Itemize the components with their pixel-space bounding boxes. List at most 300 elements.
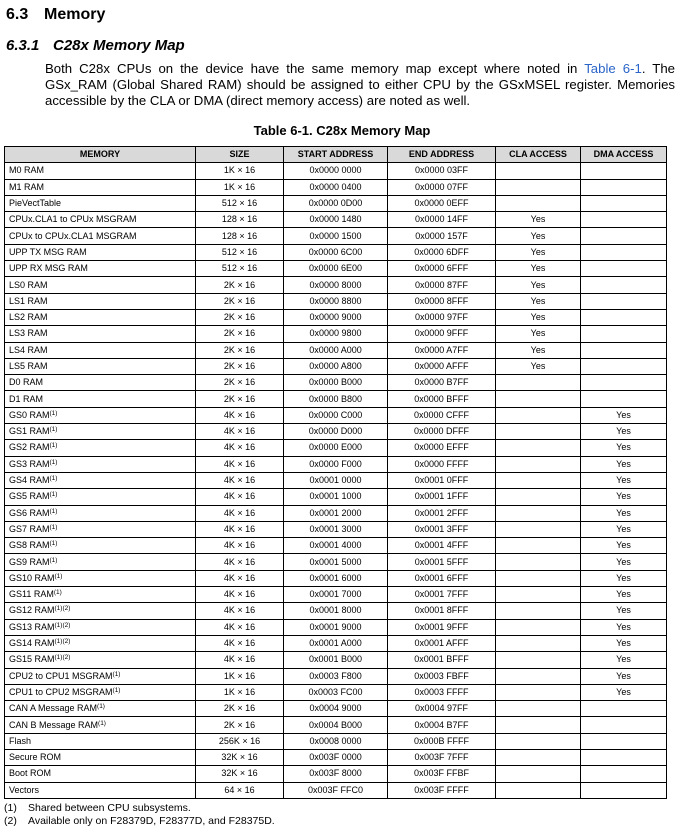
- cell-start-address: 0x0000 A000: [284, 342, 388, 358]
- cell-start-address: 0x003F 8000: [284, 766, 388, 782]
- cell-start-address: 0x0003 F800: [284, 668, 388, 684]
- cell-end-address: 0x0000 A7FF: [388, 342, 496, 358]
- memory-name: GS15 RAM: [9, 654, 55, 665]
- cell-memory: [5, 163, 196, 179]
- table-reference-link[interactable]: Table 6-1: [584, 61, 642, 76]
- memory-name: GS14 RAM: [9, 638, 55, 649]
- memory-name: GS3 RAM: [9, 458, 50, 469]
- footnote-text: Available only on F28379D, F28377D, and F28375D.: [28, 815, 275, 827]
- cell-dma-access: [581, 358, 667, 374]
- cell-dma-access: Yes: [581, 489, 667, 505]
- cell-start-address: 0x0001 8000: [284, 603, 388, 619]
- cell-end-address: 0x0000 157F: [388, 228, 496, 244]
- cell-cla-access: [496, 554, 581, 570]
- cell-dma-access: [581, 342, 667, 358]
- cell-size: 32K × 16: [196, 766, 284, 782]
- memory-name: GS8 RAM: [9, 540, 50, 551]
- cell-cla-access: Yes: [496, 309, 581, 325]
- memory-name: GS6 RAM: [9, 507, 50, 518]
- cell-size: 4K × 16: [196, 570, 284, 586]
- cell-cla-access: [496, 424, 581, 440]
- memory-name: CAN A Message RAM: [9, 703, 98, 714]
- cell-end-address: 0x0000 8FFF: [388, 293, 496, 309]
- cell-dma-access: [581, 277, 667, 293]
- cell-size: 128 × 16: [196, 228, 284, 244]
- cell-size: 4K × 16: [196, 603, 284, 619]
- cell-start-address: 0x0000 B000: [284, 375, 388, 391]
- table-row: [5, 212, 667, 228]
- cell-size: 4K × 16: [196, 619, 284, 635]
- memory-name: LS0 RAM: [9, 279, 48, 290]
- table-row: [5, 521, 667, 537]
- cell-dma-access: Yes: [581, 635, 667, 651]
- cell-memory: [5, 489, 196, 505]
- header-end-address: END ADDRESS: [388, 147, 496, 163]
- cell-dma-access: [581, 309, 667, 325]
- cell-dma-access: Yes: [581, 668, 667, 684]
- table-row: [5, 228, 667, 244]
- cell-end-address: 0x0001 0FFF: [388, 472, 496, 488]
- cell-dma-access: Yes: [581, 407, 667, 423]
- footnote-reference: (1): [49, 523, 58, 531]
- cell-memory: [5, 603, 196, 619]
- header-cla-access: CLA ACCESS: [496, 147, 581, 163]
- cell-dma-access: [581, 293, 667, 309]
- table-row: [5, 244, 667, 260]
- memory-name: CAN B Message RAM: [9, 719, 99, 730]
- subsection-number: 6.3.1: [6, 37, 40, 54]
- footnote-reference: (1): [49, 491, 58, 499]
- cell-size: 1K × 16: [196, 668, 284, 684]
- cell-dma-access: Yes: [581, 424, 667, 440]
- cell-end-address: 0x003F FFBF: [388, 766, 496, 782]
- memory-name: D0 RAM: [9, 377, 44, 388]
- table-row: [5, 277, 667, 293]
- cell-size: 512 × 16: [196, 244, 284, 260]
- table-row: [5, 440, 667, 456]
- cell-start-address: 0x0000 F000: [284, 456, 388, 472]
- footnote-reference: (1): [97, 703, 105, 711]
- cell-dma-access: Yes: [581, 472, 667, 488]
- cell-end-address: 0x003F 7FFF: [388, 749, 496, 765]
- cell-size: 4K × 16: [196, 521, 284, 537]
- table-row: [5, 407, 667, 423]
- cell-cla-access: Yes: [496, 358, 581, 374]
- table-row: [5, 766, 667, 782]
- cell-memory: [5, 554, 196, 570]
- table-row: [5, 652, 667, 668]
- cell-start-address: 0x0000 A800: [284, 358, 388, 374]
- cell-end-address: 0x0000 FFFF: [388, 456, 496, 472]
- cell-cla-access: [496, 684, 581, 700]
- cell-memory: [5, 407, 196, 423]
- cell-cla-access: Yes: [496, 293, 581, 309]
- cell-cla-access: [496, 619, 581, 635]
- cell-cla-access: [496, 782, 581, 798]
- cell-memory: [5, 505, 196, 521]
- cell-memory: [5, 684, 196, 700]
- table-caption: Table 6-1. C28x Memory Map: [253, 123, 431, 138]
- footnotes: [4, 802, 275, 828]
- cell-cla-access: [496, 717, 581, 733]
- cell-start-address: 0x0000 D000: [284, 424, 388, 440]
- cell-start-address: 0x0000 0D00: [284, 195, 388, 211]
- cell-size: 1K × 16: [196, 163, 284, 179]
- cell-dma-access: [581, 195, 667, 211]
- cell-cla-access: [496, 652, 581, 668]
- paragraph-text-before: Both C28x CPUs on the device have the same memory map except where noted in: [45, 61, 585, 76]
- table-header-row: [5, 147, 667, 163]
- cell-size: 2K × 16: [196, 701, 284, 717]
- cell-memory: [5, 228, 196, 244]
- cell-size: 4K × 16: [196, 407, 284, 423]
- cell-memory: [5, 717, 196, 733]
- cell-size: 2K × 16: [196, 277, 284, 293]
- table-row: [5, 554, 667, 570]
- cell-start-address: 0x0001 5000: [284, 554, 388, 570]
- memory-name: GS2 RAM: [9, 442, 50, 453]
- cell-dma-access: [581, 701, 667, 717]
- memory-name: GS5 RAM: [9, 491, 50, 502]
- cell-cla-access: Yes: [496, 212, 581, 228]
- table-row: [5, 456, 667, 472]
- cell-start-address: 0x0001 6000: [284, 570, 388, 586]
- memory-name: Flash: [9, 735, 32, 746]
- table-row: [5, 424, 667, 440]
- table-row: [5, 782, 667, 798]
- footnote-reference: (1)(2): [54, 621, 71, 629]
- table-row: [5, 717, 667, 733]
- cell-size: 32K × 16: [196, 749, 284, 765]
- memory-name: D1 RAM: [9, 393, 44, 404]
- cell-start-address: 0x0000 6E00: [284, 261, 388, 277]
- cell-end-address: 0x0000 14FF: [388, 212, 496, 228]
- memory-name: GS7 RAM: [9, 523, 50, 534]
- cell-end-address: 0x0001 3FFF: [388, 521, 496, 537]
- cell-end-address: 0x0000 87FF: [388, 277, 496, 293]
- footnote-reference: (1): [49, 556, 58, 564]
- cell-start-address: 0x003F 0000: [284, 749, 388, 765]
- cell-memory: [5, 570, 196, 586]
- memory-name: Secure ROM: [9, 752, 62, 763]
- cell-end-address: 0x0000 AFFF: [388, 358, 496, 374]
- table-row: [5, 733, 667, 749]
- table-row: [5, 261, 667, 277]
- memory-name: PieVectTable: [9, 198, 62, 209]
- cell-size: 256K × 16: [196, 733, 284, 749]
- cell-dma-access: [581, 733, 667, 749]
- cell-memory: [5, 212, 196, 228]
- cell-start-address: 0x0000 B800: [284, 391, 388, 407]
- table-row: [5, 619, 667, 635]
- table-row: [5, 309, 667, 325]
- cell-start-address: 0x0001 0000: [284, 472, 388, 488]
- cell-cla-access: [496, 440, 581, 456]
- cell-dma-access: [581, 749, 667, 765]
- cell-start-address: 0x0000 1480: [284, 212, 388, 228]
- table-row: [5, 749, 667, 765]
- cell-size: 128 × 16: [196, 212, 284, 228]
- cell-memory: [5, 326, 196, 342]
- footnote-mark: (2): [4, 815, 17, 827]
- cell-size: 2K × 16: [196, 326, 284, 342]
- cell-dma-access: [581, 766, 667, 782]
- memory-name: CPUx.CLA1 to CPUx MSGRAM: [9, 214, 137, 225]
- footnote-reference: (1): [49, 540, 58, 548]
- cell-end-address: 0x0001 9FFF: [388, 619, 496, 635]
- cell-dma-access: [581, 326, 667, 342]
- cell-dma-access: [581, 782, 667, 798]
- cell-size: 512 × 16: [196, 195, 284, 211]
- cell-cla-access: [496, 179, 581, 195]
- cell-memory: [5, 668, 196, 684]
- footnote-reference: (1)(2): [54, 605, 71, 613]
- cell-end-address: 0x0000 6DFF: [388, 244, 496, 260]
- cell-start-address: 0x0000 1500: [284, 228, 388, 244]
- memory-name: CPUx to CPUx.CLA1 MSGRAM: [9, 230, 137, 241]
- memory-name: LS3 RAM: [9, 328, 48, 339]
- cell-end-address: 0x0001 BFFF: [388, 652, 496, 668]
- cell-memory: [5, 195, 196, 211]
- table-row: [5, 293, 667, 309]
- cell-start-address: 0x0000 6C00: [284, 244, 388, 260]
- cell-start-address: 0x0000 0000: [284, 163, 388, 179]
- cell-size: 4K × 16: [196, 424, 284, 440]
- cell-memory: [5, 749, 196, 765]
- cell-dma-access: [581, 228, 667, 244]
- cell-start-address: 0x0004 B000: [284, 717, 388, 733]
- cell-size: 4K × 16: [196, 472, 284, 488]
- memory-name: Vectors: [9, 784, 40, 795]
- cell-memory: [5, 391, 196, 407]
- cell-memory: [5, 293, 196, 309]
- cell-cla-access: Yes: [496, 277, 581, 293]
- cell-cla-access: [496, 391, 581, 407]
- cell-cla-access: [496, 668, 581, 684]
- footnote-reference: (1): [49, 409, 58, 417]
- footnote-reference: (1): [112, 670, 121, 678]
- cell-memory: [5, 782, 196, 798]
- footnote-text: Shared between CPU subsystems.: [28, 802, 191, 814]
- cell-memory: [5, 635, 196, 651]
- cell-memory: [5, 244, 196, 260]
- cell-size: 4K × 16: [196, 440, 284, 456]
- cell-size: 1K × 16: [196, 684, 284, 700]
- cell-end-address: 0x0000 BFFF: [388, 391, 496, 407]
- cell-end-address: 0x0004 B7FF: [388, 717, 496, 733]
- cell-end-address: 0x0000 6FFF: [388, 261, 496, 277]
- cell-start-address: 0x0001 B000: [284, 652, 388, 668]
- cell-size: 4K × 16: [196, 587, 284, 603]
- cell-end-address: 0x0001 AFFF: [388, 635, 496, 651]
- memory-name: Boot ROM: [9, 768, 52, 779]
- table-row: [5, 472, 667, 488]
- cell-cla-access: [496, 635, 581, 651]
- cell-end-address: 0x0000 CFFF: [388, 407, 496, 423]
- cell-dma-access: [581, 212, 667, 228]
- cell-memory: [5, 456, 196, 472]
- cell-dma-access: Yes: [581, 554, 667, 570]
- table-row: [5, 375, 667, 391]
- memory-name: LS2 RAM: [9, 312, 48, 323]
- cell-memory: [5, 179, 196, 195]
- cell-end-address: 0x0001 8FFF: [388, 603, 496, 619]
- cell-size: 2K × 16: [196, 717, 284, 733]
- cell-dma-access: Yes: [581, 619, 667, 635]
- footnote-reference: (1): [112, 686, 121, 694]
- cell-memory: [5, 472, 196, 488]
- cell-memory: [5, 587, 196, 603]
- cell-dma-access: Yes: [581, 521, 667, 537]
- cell-cla-access: [496, 195, 581, 211]
- cell-cla-access: [496, 603, 581, 619]
- memory-name: M0 RAM: [9, 165, 45, 176]
- cell-end-address: 0x0001 6FFF: [388, 570, 496, 586]
- section-number: 6.3: [6, 6, 29, 23]
- table-row: [5, 358, 667, 374]
- cell-dma-access: Yes: [581, 505, 667, 521]
- footnote-reference: (1): [54, 572, 63, 580]
- cell-cla-access: [496, 587, 581, 603]
- cell-cla-access: [496, 163, 581, 179]
- cell-cla-access: [496, 701, 581, 717]
- table-row: [5, 391, 667, 407]
- cell-size: 4K × 16: [196, 635, 284, 651]
- cell-dma-access: [581, 244, 667, 260]
- cell-memory: [5, 652, 196, 668]
- table-row: [5, 538, 667, 554]
- table-row: [5, 587, 667, 603]
- memory-name: M1 RAM: [9, 181, 45, 192]
- table-row: [5, 179, 667, 195]
- footnote: [4, 815, 275, 828]
- cell-size: 4K × 16: [196, 554, 284, 570]
- memory-name: CPU2 to CPU1 MSGRAM: [9, 670, 113, 681]
- cell-size: 2K × 16: [196, 293, 284, 309]
- footnote: [4, 802, 275, 815]
- table-row: [5, 505, 667, 521]
- memory-name: CPU1 to CPU2 MSGRAM: [9, 686, 113, 697]
- cell-memory: [5, 261, 196, 277]
- cell-size: 4K × 16: [196, 489, 284, 505]
- table-row: [5, 163, 667, 179]
- cell-start-address: 0x0001 A000: [284, 635, 388, 651]
- cell-size: 4K × 16: [196, 456, 284, 472]
- cell-cla-access: Yes: [496, 342, 581, 358]
- footnote-reference: (1): [53, 589, 62, 597]
- cell-memory: [5, 538, 196, 554]
- cell-cla-access: [496, 489, 581, 505]
- cell-end-address: 0x0001 2FFF: [388, 505, 496, 521]
- table-row: [5, 701, 667, 717]
- cell-memory: [5, 733, 196, 749]
- cell-dma-access: [581, 163, 667, 179]
- cell-cla-access: [496, 505, 581, 521]
- memory-name: GS1 RAM: [9, 426, 50, 437]
- cell-size: 2K × 16: [196, 309, 284, 325]
- cell-cla-access: [496, 766, 581, 782]
- table-row: [5, 342, 667, 358]
- cell-end-address: 0x0004 97FF: [388, 701, 496, 717]
- cell-dma-access: [581, 179, 667, 195]
- section-title: Memory: [44, 6, 106, 23]
- memory-map-table: [4, 146, 667, 799]
- cell-start-address: 0x0000 E000: [284, 440, 388, 456]
- cell-dma-access: Yes: [581, 440, 667, 456]
- cell-start-address: 0x0001 4000: [284, 538, 388, 554]
- cell-start-address: 0x0001 9000: [284, 619, 388, 635]
- cell-end-address: 0x0000 97FF: [388, 309, 496, 325]
- cell-end-address: 0x000B FFFF: [388, 733, 496, 749]
- memory-name: UPP RX MSG RAM: [9, 263, 88, 274]
- cell-cla-access: [496, 749, 581, 765]
- footnote-reference: (1): [49, 442, 58, 450]
- table-body: [5, 163, 667, 799]
- cell-memory: [5, 424, 196, 440]
- cell-memory: [5, 521, 196, 537]
- footnote-reference: (1): [49, 475, 58, 483]
- memory-name: GS12 RAM: [9, 605, 55, 616]
- cell-cla-access: [496, 375, 581, 391]
- section-heading: [6, 6, 105, 24]
- cell-cla-access: [496, 570, 581, 586]
- cell-dma-access: [581, 375, 667, 391]
- cell-dma-access: Yes: [581, 652, 667, 668]
- paragraph-text-after: . The GSx_RAM (Global Shared RAM) should be assigned to either CPU by the GSxMSEL register. Memories accessible by the CLA or DMA (direct memory access) are noted as well.: [45, 61, 675, 108]
- cell-size: 4K × 16: [196, 505, 284, 521]
- cell-start-address: 0x0001 3000: [284, 521, 388, 537]
- cell-end-address: 0x0000 EFFF: [388, 440, 496, 456]
- cell-cla-access: [496, 472, 581, 488]
- cell-dma-access: Yes: [581, 570, 667, 586]
- table-row: [5, 489, 667, 505]
- cell-cla-access: Yes: [496, 228, 581, 244]
- cell-size: 4K × 16: [196, 538, 284, 554]
- cell-dma-access: Yes: [581, 587, 667, 603]
- header-size: SIZE: [196, 147, 284, 163]
- table-row: [5, 195, 667, 211]
- table-row: [5, 326, 667, 342]
- cell-memory: [5, 701, 196, 717]
- cell-cla-access: [496, 521, 581, 537]
- cell-start-address: 0x0003 FC00: [284, 684, 388, 700]
- cell-end-address: 0x003F FFFF: [388, 782, 496, 798]
- cell-start-address: 0x0000 C000: [284, 407, 388, 423]
- cell-start-address: 0x0000 0400: [284, 179, 388, 195]
- cell-end-address: 0x0000 B7FF: [388, 375, 496, 391]
- table-row: [5, 668, 667, 684]
- footnote-reference: (1): [49, 507, 58, 515]
- cell-size: 4K × 16: [196, 652, 284, 668]
- cell-size: 64 × 16: [196, 782, 284, 798]
- cell-memory: [5, 766, 196, 782]
- cell-dma-access: Yes: [581, 538, 667, 554]
- subsection-heading: [6, 37, 185, 54]
- cell-start-address: 0x0001 1000: [284, 489, 388, 505]
- cell-dma-access: Yes: [581, 603, 667, 619]
- cell-start-address: 0x0001 2000: [284, 505, 388, 521]
- memory-name: GS0 RAM: [9, 409, 50, 420]
- cell-cla-access: Yes: [496, 261, 581, 277]
- cell-size: 2K × 16: [196, 342, 284, 358]
- cell-dma-access: Yes: [581, 684, 667, 700]
- cell-size: 1K × 16: [196, 179, 284, 195]
- footnote-reference: (1)(2): [54, 654, 71, 662]
- cell-cla-access: Yes: [496, 244, 581, 260]
- table-row: [5, 603, 667, 619]
- table-row: [5, 570, 667, 586]
- cell-start-address: 0x0008 0000: [284, 733, 388, 749]
